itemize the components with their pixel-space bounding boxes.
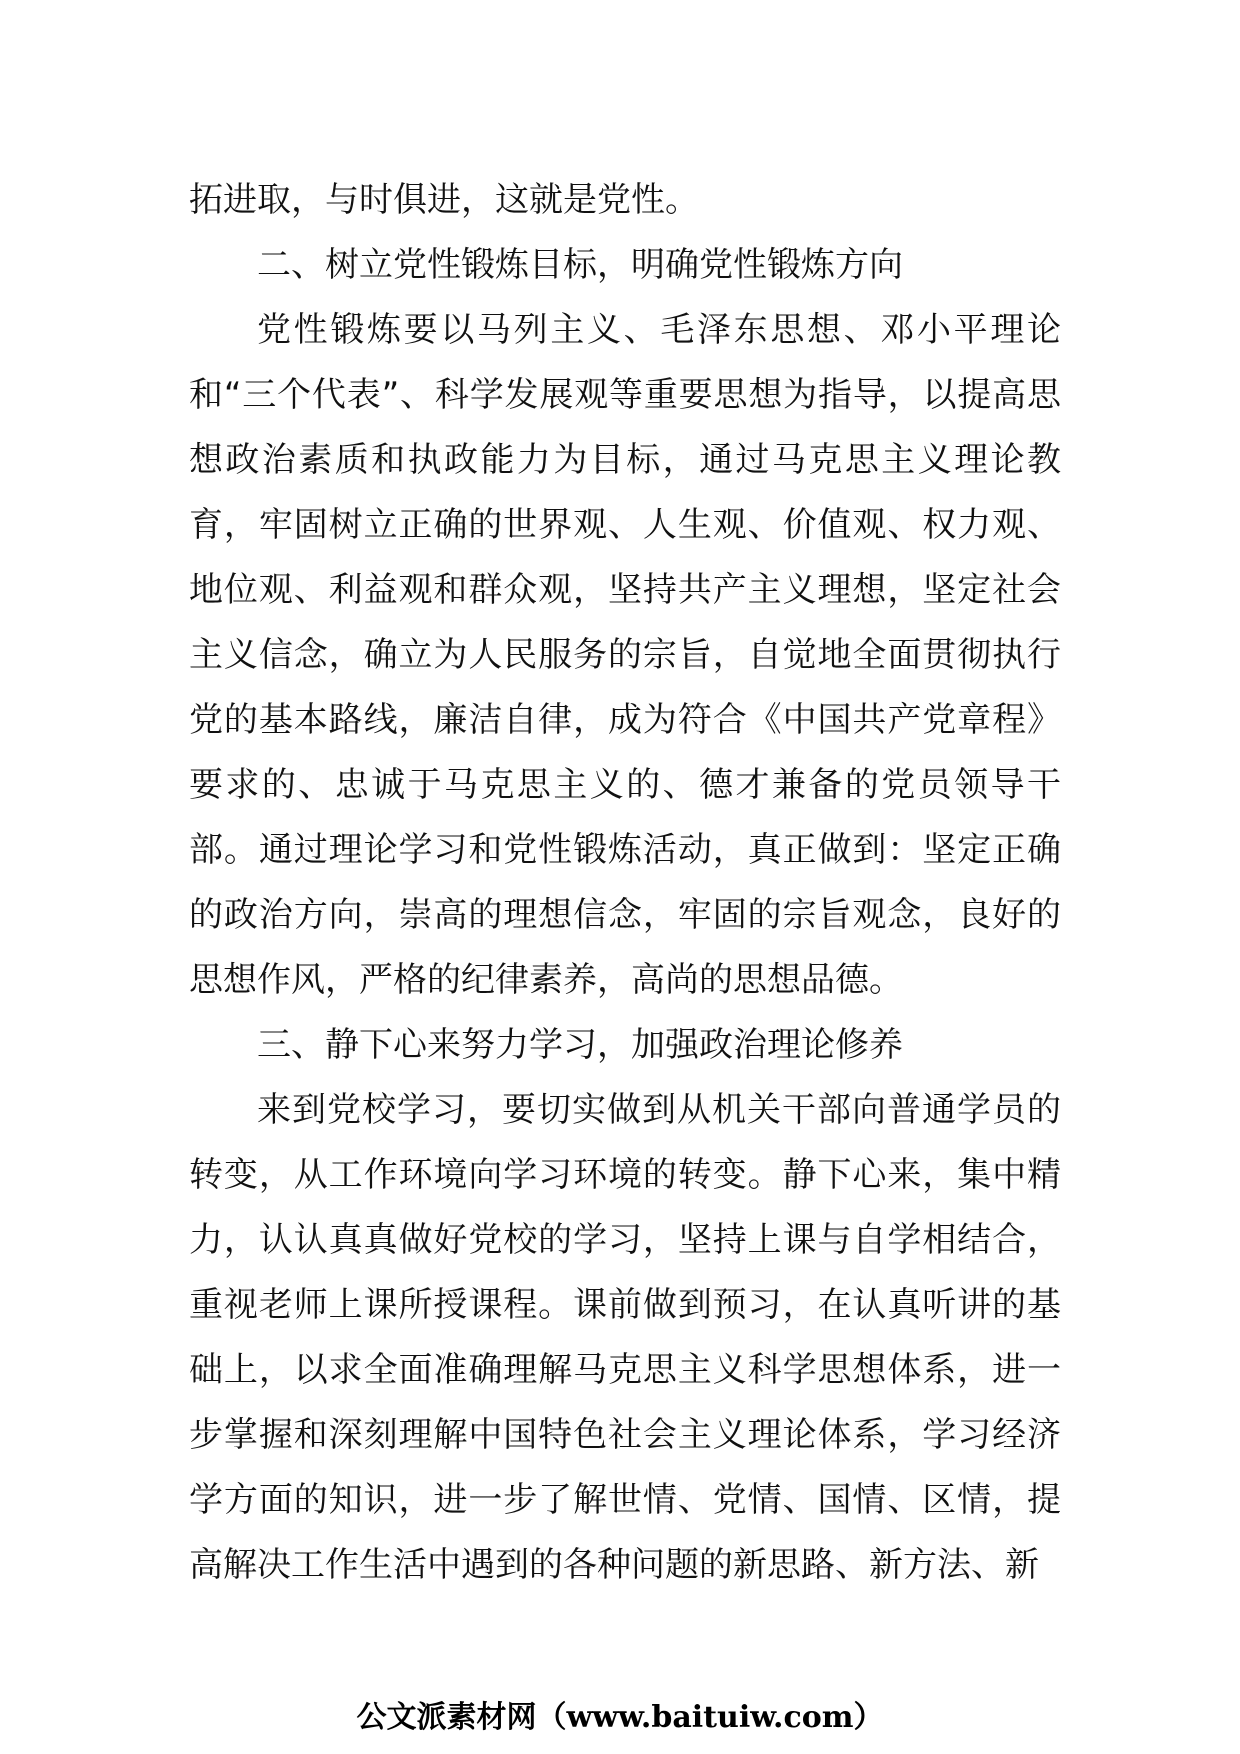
section-heading-2: 二、树立党性锻炼目标，明确党性锻炼方向 — [257, 245, 903, 285]
section-heading-3: 三、静下心来努力学习，加强政治理论修养 — [257, 1025, 903, 1065]
paragraph-study: 来到党校学习，要切实做到从机关干部向普通学员的转变，从工作环境向学习环境的转变。静下心来，集中精力，认认真真做好党校的学习，坚持上课与自学相结合，重视老师上课所授课程。课前做到预习，在认真听讲的基础上，以求全面准确理解马克思主义科学思想体系，进一步掌握和深刻理解中国特色社会主义理论体系，学习经济学方面的知识，进一步了解世情、党情、国情、区情，提高解决工作生活中遇到的各种问题的新思路、新方法、新 — [189, 1090, 1061, 1585]
document-body — [189, 168, 1061, 1598]
paragraph-party-training-goal: 党性锻炼要以马列主义、毛泽东思想、邓小平理论和“三个代表”、科学发展观等重要思想为指导，以提高思想政治素质和执政能力为目标，通过马克思主义理论教育，牢固树立正确的世界观、人生观、价值观、权力观、地位观、利益观和群众观，坚持共产主义理想，坚定社会主义信念，确立为人民服务的宗旨，自觉地全面贯彻执行党的基本路线，廉洁自律，成为符合《中国共产党章程》要求的、忠诚于马克思主义的、德才兼备的党员领导干部。通过理论学习和党性锻炼活动，真正做到：坚定正确的政治方向，崇高的理想信念，牢固的宗旨观念，良好的思想作风，严格的纪律素养，高尚的思想品德。 — [189, 310, 1061, 1000]
footer-watermark: 公文派素材网（www.baituiw.com） — [356, 1700, 884, 1735]
paragraph-continuation: 拓进取，与时俱进，这就是党性。 — [189, 180, 699, 220]
